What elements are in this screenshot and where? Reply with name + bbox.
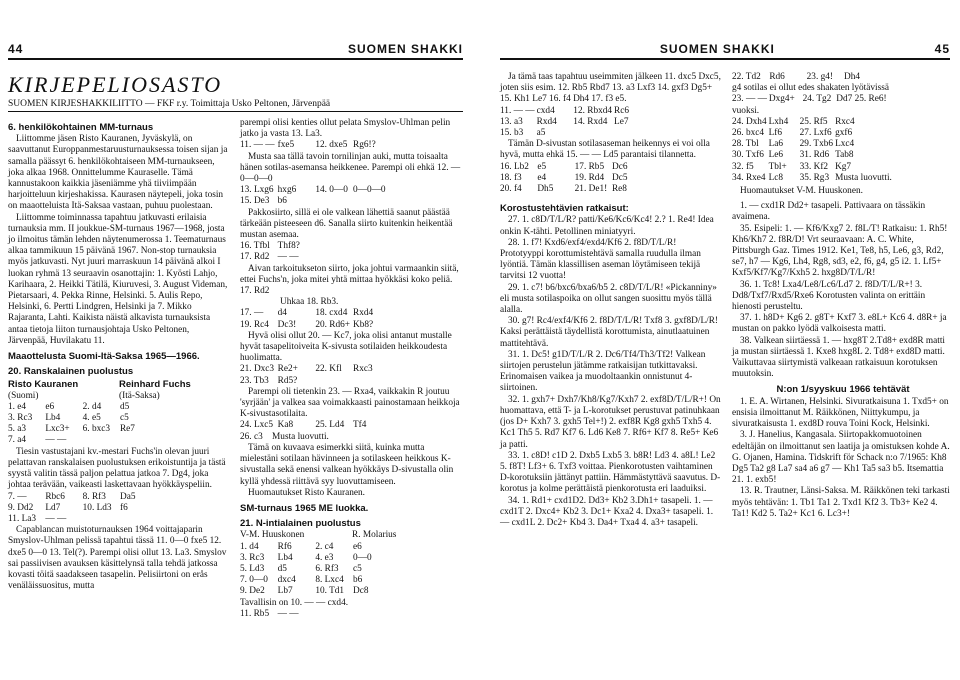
right-page-header bbox=[500, 42, 950, 64]
move: Ld7 bbox=[45, 502, 61, 513]
move: Dc3! bbox=[277, 319, 297, 330]
solution-27: 27. 1. c8D/T/L/R? patti/Ke6/Kc6/Kc4! 2.? 1. Re4! Idea onkin K-tähti. Petollinen miniatyyri. bbox=[500, 215, 714, 237]
header-title: SUOMEN SHAKKI bbox=[659, 42, 775, 56]
move-list bbox=[8, 492, 230, 526]
move: 6. Rf3 bbox=[315, 563, 339, 574]
move: fxe5 bbox=[277, 140, 295, 151]
move: 11. La3 bbox=[8, 513, 37, 524]
move-list bbox=[240, 185, 464, 207]
move: Le6 bbox=[768, 150, 784, 161]
column-2 bbox=[240, 118, 464, 620]
move: 11. — — bbox=[500, 105, 535, 116]
move: e4 bbox=[537, 172, 547, 183]
move: f6 bbox=[119, 502, 128, 513]
move: Dh4 bbox=[843, 72, 860, 82]
move: Tf4 bbox=[353, 420, 367, 431]
move: Lb7 bbox=[277, 586, 293, 597]
move: Tbl+ bbox=[768, 161, 787, 172]
move: — — bbox=[45, 435, 67, 446]
move: Dc6 bbox=[611, 161, 628, 172]
paragraph: Musta saa tällä tavoin tornilinjan auki, mutta toisaalta hänen sotilas-asemansa heikkenee. Parempi oli ehkä 12. — 0—0—0 bbox=[240, 151, 461, 185]
move: Lc8 bbox=[768, 172, 784, 183]
move: e5 bbox=[537, 161, 547, 172]
move: 0—0 bbox=[353, 552, 372, 563]
move: Rd6 bbox=[769, 72, 785, 82]
move: 7. — bbox=[8, 491, 27, 502]
move: 1. d4 bbox=[240, 541, 259, 552]
move: 3. Rc3 bbox=[8, 413, 33, 424]
player-black: Reinhard Fuchs bbox=[119, 379, 191, 391]
move: 27. Lxf6 bbox=[799, 128, 832, 139]
paragraph: Tämä on kuvaava esimerkki siitä, kuinka mutta mielestäni sotilaan hävinneen ja sotilaskeen heikkous K-sivustalla sekä enensi valkean hyökkäys D-sivustalla olin kyllä yhdessä riittävä syy luovuttamiseen. bbox=[240, 442, 454, 487]
move: 17. Rb5 bbox=[574, 161, 605, 172]
move: Rxc3 bbox=[353, 364, 373, 375]
move: 17. Rd2 bbox=[240, 252, 270, 263]
move: 1. e4 bbox=[8, 401, 27, 412]
move: 16. Lb2 bbox=[500, 161, 529, 172]
move: Rd5? bbox=[277, 375, 298, 386]
paragraph: Tiesin vastustajani kv.-mestari Fuchs'in olevan juuri pelattavan ranskalaisen puolustuksen erikoistuntija ja tästä syystä valitin tässä paljon pelattua jatkoa 7. Dg4, joka johtaa terävään, vaikeasti laskettavaan hyökkäyspeliin. bbox=[8, 446, 226, 491]
move: 18. cxd4 bbox=[315, 308, 348, 319]
move: Tab8 bbox=[835, 150, 854, 161]
move-list bbox=[500, 162, 722, 196]
move: Musta luovutti. bbox=[835, 172, 892, 183]
move-list bbox=[732, 117, 954, 184]
solution-30: 30. g7! Rc4/exf4/Kf6 2. f8D/T/L/R! Txf8 3. gxf8D/L/R! Kaksi perättäistä täydellistä korottumista, ainutlaatuinen mattitehtävä. bbox=[500, 316, 719, 349]
move: 20. Rd6+ bbox=[315, 319, 351, 330]
move-list bbox=[240, 542, 464, 598]
move: Rxd4 bbox=[353, 308, 374, 319]
section-heading: N:on 1/syyskuu 1966 tehtävät bbox=[776, 384, 910, 396]
move: 7. 0—0 bbox=[240, 575, 268, 586]
move-list bbox=[240, 609, 464, 620]
move: e6 bbox=[353, 541, 362, 552]
move: 17. Rd2 bbox=[240, 286, 270, 297]
move: Rc6 bbox=[614, 105, 630, 116]
move: 13. a3 bbox=[500, 116, 523, 127]
move: 5. Ld3 bbox=[240, 563, 265, 574]
move: dxc4 bbox=[277, 575, 296, 586]
paragraph: 1. — cxd1R Dd2+ tasapeli. Pattivaara on tässäkin avaimena. bbox=[732, 201, 926, 223]
move: 31. Rd6 bbox=[799, 150, 830, 161]
move: Dxg4+ bbox=[768, 94, 795, 105]
move: 19. Rd4 bbox=[574, 172, 605, 183]
move: 16. Tfbl bbox=[240, 241, 270, 252]
move: 32. f5 bbox=[732, 161, 754, 172]
paragraph: g4 sotilas ei ollut edes shakaten lyötävissä bbox=[732, 83, 889, 94]
move: 21. Dxc3 bbox=[240, 364, 275, 375]
move: Re8 bbox=[611, 184, 627, 195]
game-players bbox=[8, 378, 230, 401]
move: 30. Txf6 bbox=[732, 150, 764, 161]
move-list bbox=[732, 94, 954, 105]
header-rule bbox=[500, 58, 950, 60]
move: 11. — — bbox=[240, 140, 275, 151]
move: 11. Rb5 bbox=[240, 608, 270, 619]
move: hxg6 bbox=[277, 185, 297, 196]
paragraph: Parempi oli tietenkin 23. — Rxa4, vaikkakin R joutuu 'syrjään' ja valkea saa voimakkaasti painostamaan heikkoja K-sivustasotilaita. bbox=[240, 386, 460, 420]
move: 8. Rf3 bbox=[82, 491, 106, 502]
move: — — bbox=[45, 513, 67, 524]
move-list bbox=[500, 106, 722, 140]
move: 7. a4 bbox=[8, 435, 27, 446]
left-page-header bbox=[8, 42, 463, 64]
move: c5 bbox=[353, 563, 362, 574]
move: Rg6!? bbox=[353, 140, 376, 151]
move: — — bbox=[277, 608, 299, 619]
move-line bbox=[240, 432, 464, 443]
page-number: 44 bbox=[8, 42, 24, 56]
move: 29. Txb6 bbox=[799, 139, 834, 150]
move: Re7 bbox=[119, 424, 135, 435]
solution-38: 38. Valkean siirtäessä 1. — hxg8T 2.Td8+ exd8R matti ja mustan siirtäessä 1. Kxe8 hxg8L 2. Td8+ exd8D matti. Vaikuttavaa siirtymistä valkeaan ratkaisuun korotuksen muutoksin. bbox=[732, 335, 946, 380]
solution-33: 33. 1. c8D! c1D 2. Dxb5 Lxb5 3. b8R! Ld3 4. a8L! Le2 5. f8T! Lf3+ 6. Txf3 voittaa. Pienkorotusten vaihtaminen D-korotuksiin jättänyt pattiin. Hämmästyttävä saavutus. D-korotus ja kolme perättäistä pienkorotusta eri laaduiksi. bbox=[500, 450, 721, 495]
move-list bbox=[240, 364, 464, 386]
move: Lb4 bbox=[45, 413, 61, 424]
move-list bbox=[240, 286, 464, 297]
move: 19. Rc4 bbox=[240, 319, 269, 330]
move: Kg7 bbox=[835, 161, 852, 172]
solution-34: 34. 1. Rd1+ cxd1D2. Dd3+ Kb2 3.Dh1+ tasapeli. 1. — cxd1T 2. Dxc4+ Kb2 3. Dc1+ Kxa2 4. Dxa3+ tasapeli. 1. — cxd1L 2. Dc2+ Kb4 3. Da4+ Txa4 4. a3+ tasapeli. bbox=[500, 495, 714, 528]
move: 21. De1! bbox=[574, 184, 608, 195]
move: b6 bbox=[353, 575, 363, 586]
solution-28: 28. 1. f7! Kxd6/exf4/exd4/Kf6 2. f8D/T/L/R! Prototyyppi korottumistehtävä samalla ruudulla ilman lyöntiä. Tämän klassillisen aseman löytämiseen tekijä tarvitsi 12 vuotta! bbox=[500, 237, 701, 282]
paragraph: 13. R. Trautner, Länsi-Saksa. M. Räikkönen teki tarkasti myös tehtävän: 1. Tb1 Ta1 2. Txd1 Kf2 3. Tb3+ Ke2 4. Ta1! Kd2 5. Ta2+ Kc1 6. Lc3+! bbox=[732, 486, 950, 519]
move: Rxc4 bbox=[835, 116, 855, 127]
move: 20. f4 bbox=[500, 184, 522, 195]
move: 23. Tb3 bbox=[240, 375, 269, 386]
move: 9. Dd2 bbox=[8, 502, 34, 513]
move: 5. a3 bbox=[8, 424, 27, 435]
move: Musta luovutti. bbox=[272, 431, 329, 442]
column-4 bbox=[732, 72, 954, 520]
move: gxf6 bbox=[835, 128, 853, 139]
move-list bbox=[732, 72, 954, 83]
move: a5 bbox=[536, 128, 546, 139]
player-white: Risto Kauranen bbox=[8, 379, 79, 391]
move-list bbox=[240, 420, 464, 431]
move: 18. f3 bbox=[500, 172, 522, 183]
solution-29: 29. 1. c7! b6/bxc6/bxa6/b5 2. c8D/T/L/R! «Pickanniny» eli musta sotilaspoika on ollut sangen suosittu myös tällä alalla. bbox=[500, 282, 717, 316]
move: 23. — — bbox=[732, 94, 767, 105]
masthead bbox=[8, 72, 463, 112]
section-heading: Maaottelusta Suomi-Itä-Saksa 1965—1966. bbox=[8, 351, 200, 363]
move: 0—0—0 bbox=[353, 185, 386, 196]
move: Thf8? bbox=[277, 241, 300, 252]
move: Rbc6 bbox=[45, 491, 65, 502]
move-list bbox=[240, 308, 464, 330]
section-heading: Korostustehtävien ratkaisut: bbox=[500, 203, 629, 215]
solution-36: 36. 1. Tc8! Lxa4/Le8/Lc6/Ld7 2. f8D/T/L/R+! 3. Dd8/Txf7/Rxd5/Rxe6 Korotusten valinta on erittäin hienosti perusteltu. bbox=[732, 279, 926, 313]
header-title: SUOMEN SHAKKI bbox=[347, 42, 463, 56]
country-black: (Itä-Saksa) bbox=[119, 390, 160, 401]
move: 22. Kfl bbox=[315, 364, 342, 375]
move: 25. Ld4 bbox=[315, 420, 345, 431]
move: c5 bbox=[119, 413, 129, 424]
move: Rxd4 bbox=[536, 116, 557, 127]
game-heading: 21. N-intialainen puolustus bbox=[240, 518, 361, 530]
move: Le7 bbox=[614, 116, 629, 127]
move-list bbox=[240, 140, 464, 151]
move: 25. Rf5 bbox=[799, 116, 828, 127]
move: Kb8? bbox=[353, 319, 374, 330]
right-page bbox=[490, 0, 960, 680]
move-note: Uhkaa 18. Rb3. bbox=[280, 297, 339, 308]
game-players bbox=[240, 530, 464, 541]
move: Kа8 bbox=[277, 420, 294, 431]
move: 34. Rxe4 bbox=[732, 172, 766, 183]
move: 12. dxe5 bbox=[315, 140, 348, 151]
move: Re2+ bbox=[277, 364, 298, 375]
move: 2. d4 bbox=[82, 401, 102, 412]
player-white: V-M. Huuskonen bbox=[240, 530, 305, 541]
paragraph: Liittomme jäsen Risto Kauranen, Jyväskylä, on saavuttanut Europpanmestaruusturnauksessa toisen sijan ja samalla päässyt 6. henkilökohtaiseen MM-turnaukseen, joka alkaa 1968. Onnittelumme Kauraselle. Tämä kannustakoon kaikkia jäseniämme yhä tiiviimpään harjoitteluun kirjeshakissa. Kaurasen näytepeli, joka tosin on maaotteluista Itä-Saksaa vastaan, puhuu puolestaan. bbox=[8, 134, 228, 212]
move: Lxc4 bbox=[835, 139, 855, 150]
annotation-credit: Huomautukset Risto Kauranen. bbox=[248, 487, 365, 498]
move: 26. bxc4 bbox=[732, 128, 765, 139]
country-white: (Suomi) bbox=[8, 390, 39, 401]
header-rule bbox=[8, 58, 463, 60]
move: 22. Td2 bbox=[732, 72, 761, 82]
move: 3. Rc3 bbox=[240, 552, 265, 563]
move: 12. Rbxd4 bbox=[573, 105, 613, 116]
column-1 bbox=[8, 118, 230, 592]
move: Dc8 bbox=[353, 586, 369, 597]
move: 15. b3 bbox=[500, 128, 524, 139]
move-list bbox=[240, 241, 464, 263]
game-heading: 20. Ranskalainen puolustus bbox=[8, 366, 134, 378]
move: 33. Kf2 bbox=[799, 161, 829, 172]
move: d4 bbox=[277, 308, 287, 319]
left-page bbox=[0, 0, 470, 680]
page-number: 45 bbox=[934, 42, 950, 56]
move: 23. g4! bbox=[806, 72, 833, 82]
move: 14. 0—0 bbox=[315, 185, 348, 196]
move: 13. Lxg6 bbox=[240, 185, 274, 196]
move: 14. Rxd4 bbox=[573, 116, 608, 127]
solution-37: 37. 1. h8D+ Kg6 2. g8T+ Kxf7 3. e8L+ Kc6 4. d8R+ ja mustan on pakko lyödä valkoisesta matti. bbox=[732, 313, 947, 335]
paragraph: Pakkosiirto, sillä ei ole valkean lähettiä saanut päästää tärkeään pisteeseen d6. Sanalla siirto kuitenkin heikentää mustan asemaa. bbox=[240, 207, 453, 241]
column-3 bbox=[500, 72, 722, 529]
paragraph: Capablancan muistoturnauksen 1964 voittajaparin Smyslov-Uhlman pelissä tapahtui tässä 11. 0—0 fxe5 12. dxe5 0—0 13. Tel(?). Parempi olisi ollut 13. La3. Smyslov sai passiivisen avauksen käsittelynsä talla tehdä jatkossa kovasti töitä saadakseen tasapelin. Pelisiirtoni on erås venäläissuositus, mutta bbox=[8, 525, 227, 592]
paragraph: Liittomme toiminnassa tapahtuu jatkuvasti erilaisia turnauksia mm. II joukkue-SM-turnaus 1967—1968, josta jo ilmoitus tämän lehden näytenumerossa 1. Teematurnaus alkaa tammikuun 15 päivänä 1967. Non-stop turnauksia myös jatkuvasti. Nyt juuri marraskuun 14 päivänä alkoi I luokan ryhmä 13 seuraavin osanottajin: 1. Kyösti Lahjo, Karihaara, 2. Heikki Tätilä, Kiuruvesi, 3. August Videman, Pietarsaari, 4. Pekka Rinne, Helsinki. 5. Aulis Repo, Helsinki, 6. Pertti Lindgren, Helsinki ja 7. Mikko Rajaranta, Lahti. Kaikista näistä alkavista turnauksista antaa tietoja liiton turnausjohtaja Usko Peltonen, Järvenpää, Huvilakatu 11. bbox=[8, 212, 228, 346]
move: 15. De3 bbox=[240, 196, 270, 207]
move: Rf6 bbox=[277, 541, 292, 552]
paragraph: 1. E. A. Wirtanen, Helsinki. Sivuratkaisuna 1. Txd5+ on ensisia ilmoittanut M. Räikkönen, Niittykumpu, ja sivuratkaisusta 1. exd8D rouva Toini Kock, Helsinki. bbox=[732, 396, 949, 430]
move: Dc5 bbox=[611, 172, 628, 183]
section-heading: 6. henkilökohtainen MM-turnaus bbox=[8, 122, 154, 133]
paragraph: Ja tämä taas tapahtuu useimmiten jälkeen 11. dxc5 Dxc5, joten siis esim. 12. Rb5 Rbd7 13. a3 Lxf3 14. gxf3 Dg5+ 15. Kh1 Le7 16. f4 Dh4 17. f3 e5. bbox=[500, 72, 721, 105]
move: Dh5 bbox=[537, 184, 554, 195]
move-list bbox=[8, 402, 230, 447]
move: e6 bbox=[45, 401, 55, 412]
move: 24. Tg2 bbox=[802, 94, 832, 105]
move: Lf6 bbox=[768, 128, 783, 139]
move: 9. De2 bbox=[240, 586, 265, 597]
move: Da5 bbox=[119, 491, 136, 502]
move: cxd4 bbox=[536, 105, 555, 116]
masthead-subtitle: SUOMEN KIRJESHAKKILIITTO — FKF r.y. Toimittaja Usko Peltonen, Järvenpää bbox=[8, 99, 331, 109]
solution-35: 35. Esipeli: 1. — Kf6/Kxg7 2. f8L/T! Ratkaisu: 1. Rh5! Kh6/Kh7 2. f8R/D! Vrt seuraavaan: A. C. White, Pittsburgh Gaz. Times 1912. Ke1, Te8, h5, Le6, g3, Rd2, se7, h7 — Kg6, Lh4, Rg8, sd3, e2, f6, g4, g5 i2. 1. Lf5+ Kxf5/Kf7/Kg7/Kxh5 2. hxg8D/T/L/R! bbox=[732, 223, 948, 279]
move: Dd7 25. Re6! bbox=[836, 94, 887, 105]
move: Lxc3+ bbox=[45, 424, 70, 435]
move: d5 bbox=[119, 401, 130, 412]
move: 24. Dxh4 bbox=[732, 116, 767, 127]
paragraph: Tämän D-sivustan sotilasaseman heikennys ei voi olla hyvä, mutta ehkä 15. — — Ld5 parantaisi tilannetta. bbox=[500, 139, 710, 161]
move: 10. Ld3 bbox=[82, 502, 112, 513]
move: Lxh4 bbox=[768, 116, 789, 127]
move: 35. Rg3 bbox=[799, 172, 830, 183]
move: Lb4 bbox=[277, 552, 293, 563]
paragraph: parempi olisi kenties ollut pelata Smyslov-Uhlman pelin jatko ja vasta 13. La3. bbox=[240, 118, 451, 140]
paragraph: vuoksi. bbox=[732, 105, 760, 116]
move: 8. Lxc4 bbox=[315, 575, 344, 586]
solution-32: 32. 1. gxh7+ Dxh7/Kh8/Kg7/Kxh7 2. exf8D/T/L/R+! On huomattava, että T- ja L-korotukset perustuvat patinuhkaan (jos D+ Kxh7 3. gxh5 Tel+!) 2. exf8R Kg8 gxh5 Txh5 4. Kc1 Th5 5. Rd7 Kf7 6. Ld6 Ke8 7. Rf6+ Kf7 8. Re5+ Ke6 ja patti. bbox=[500, 394, 721, 450]
paragraph: Aivan tarkoitukseton siirto, joka johtui varmaankin siitä, ettei Fuchs'n, joka mitei yhtä mittaa hyökkäsi koko peliä. bbox=[240, 263, 459, 285]
masthead-rule bbox=[8, 111, 463, 112]
move: 26. c3 bbox=[240, 431, 263, 442]
move: 6. bxc3 bbox=[82, 424, 111, 435]
move: 2. c4 bbox=[315, 541, 334, 552]
move: d5 bbox=[277, 563, 287, 574]
move: 4. e3 bbox=[315, 552, 334, 563]
section-heading: SM-turnaus 1965 ME luokka. bbox=[240, 502, 369, 514]
move: 4. e5 bbox=[82, 413, 101, 424]
player-black: R. Molarius bbox=[352, 530, 397, 541]
solution-31: 31. 1. Dc5! g1D/T/L/R 2. Dc6/Tf4/Th3/Tf2! Valkean siirtojen perustelun jätämme ratkaisijan tutkittavaksi. Erinomaisen vaikea ja muodoltaankin onnistunut 4-siirtoinen. bbox=[500, 349, 706, 394]
paragraph: 3. J. Hanelius, Kangasala. Siirtopakkomuotoinen edeltäjän on ilmoittanut sen laatija ja omistuksen kohde A. G. Ojanen, Hamina. Tidskrift för Schack n:o 7/1965: Kh8 Dg5 Ta2 g8 La7 sa4 a6 g7 — Kh1 Ta5 sa3 b5. Itsemattia 21. 1. exb5! bbox=[732, 430, 950, 486]
move: La6 bbox=[768, 139, 784, 150]
annotation-credit: Huomautukset V-M. Huuskonen. bbox=[740, 186, 863, 197]
move: 28. Tbl bbox=[732, 139, 759, 150]
move: 10. Td1 bbox=[315, 586, 345, 597]
move: — — bbox=[277, 252, 299, 263]
paragraph: Hyvä olisi ollut 20. — Kc7, joka olisi antanut mustalle hyvät tasapelitoiveita K-sivusta sotilaiden heikkoudesta huolimatta. bbox=[240, 330, 452, 364]
paragraph: Tavallisin on 10. — — cxd4. bbox=[240, 597, 349, 608]
move: b6 bbox=[277, 196, 287, 207]
move: 24. Lxc5 bbox=[240, 420, 274, 431]
move: 17. — bbox=[240, 308, 264, 319]
masthead-title: KIRJEPELIOSASTO bbox=[8, 72, 223, 97]
